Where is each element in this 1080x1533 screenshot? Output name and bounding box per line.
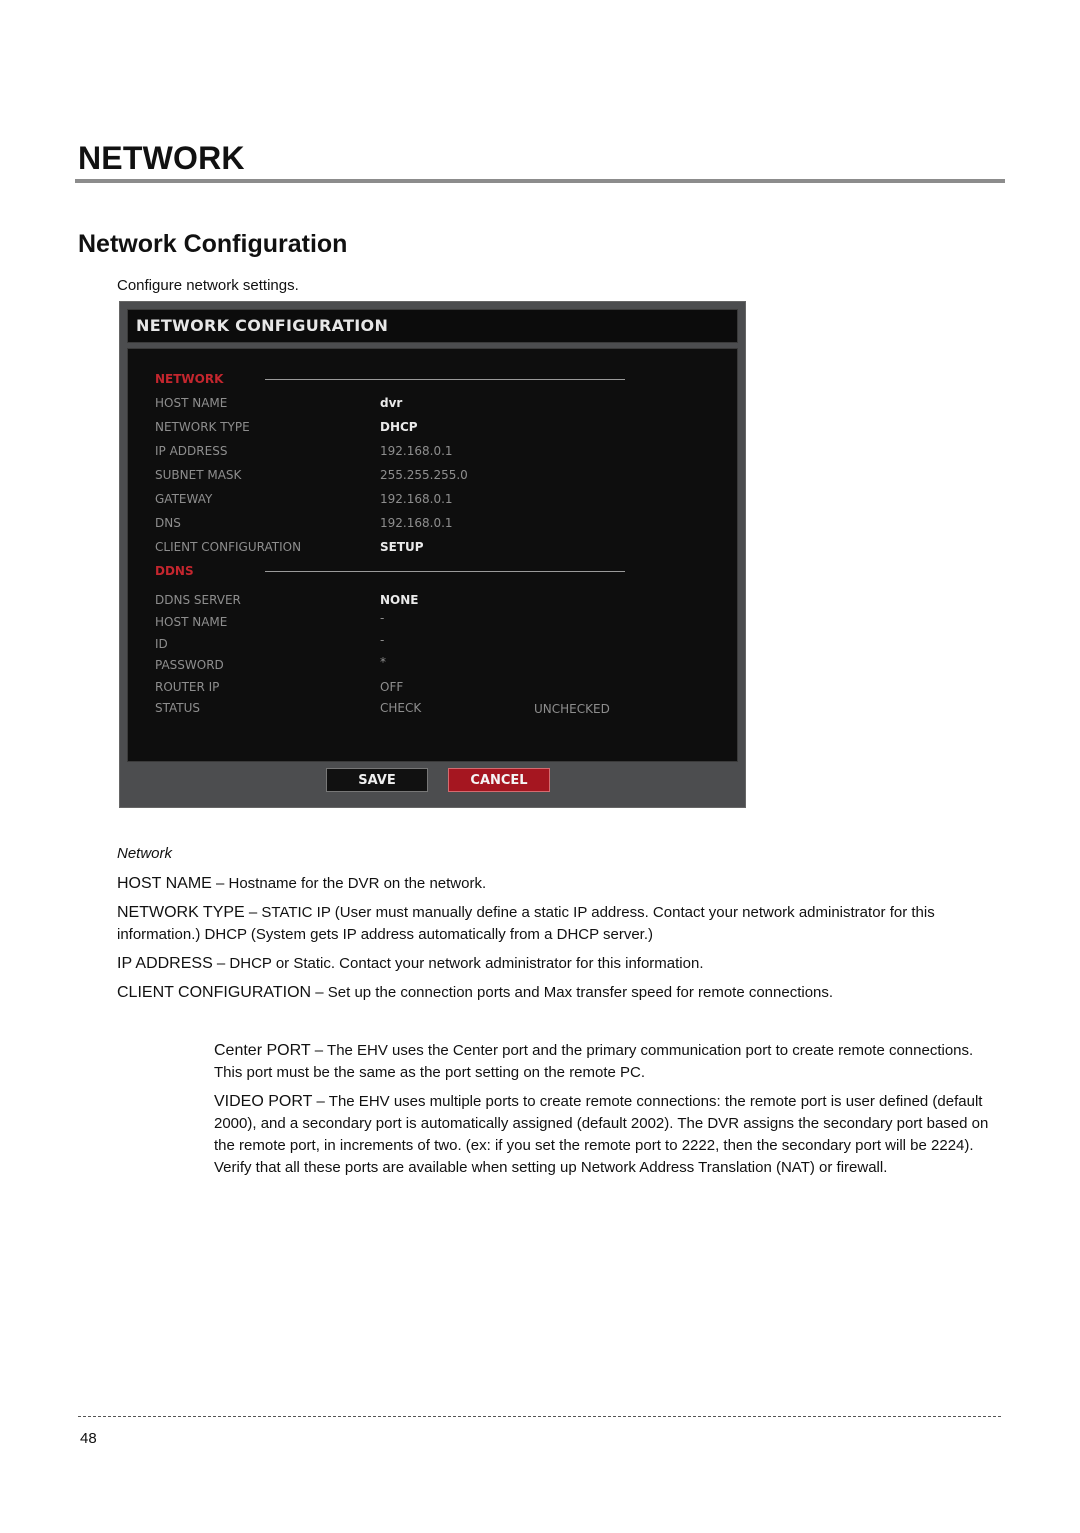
subnet-mask-value[interactable]: 255.255.255.0 [380, 468, 468, 482]
status-value: UNCHECKED [534, 702, 610, 716]
title-rule [75, 179, 1005, 183]
host-name-label: HOST NAME [155, 396, 228, 410]
video-port-description [214, 1091, 1004, 1179]
router-ip-label: ROUTER IP [155, 680, 220, 694]
network-type-value[interactable]: DHCP [380, 420, 418, 434]
video-port-term: VIDEO PORT [214, 1093, 313, 1110]
ip-address-description [117, 953, 1007, 975]
status-check-button[interactable]: CHECK [380, 701, 422, 715]
ddns-section-divider [265, 571, 625, 572]
cancel-button[interactable]: CANCEL [448, 768, 550, 792]
save-button[interactable]: SAVE [326, 768, 428, 792]
ip-address-value[interactable]: 192.168.0.1 [380, 444, 453, 458]
page-title: NETWORK [78, 140, 245, 176]
section-title: Network Configuration [78, 230, 348, 258]
ip-address-term: IP ADDRESS [117, 955, 213, 972]
ddns-host-name-value[interactable]: - [380, 611, 385, 625]
ddns-password-label: PASSWORD [155, 658, 224, 672]
client-configuration-description [117, 982, 1007, 1004]
ddns-server-value[interactable]: NONE [380, 593, 419, 607]
ddns-host-name-label: HOST NAME [155, 615, 228, 629]
page-number: 48 [80, 1430, 97, 1447]
ddns-id-value[interactable]: - [380, 633, 385, 647]
dns-value[interactable]: 192.168.0.1 [380, 516, 453, 530]
host-name-description [117, 873, 1007, 895]
client-configuration-label: CLIENT CONFIGURATION [155, 540, 302, 554]
host-name-value[interactable]: dvr [380, 396, 403, 410]
ddns-section-label: DDNS [155, 564, 194, 578]
host-name-text: – Hostname for the DVR on the network. [211, 875, 487, 892]
network-type-label: NETWORK TYPE [155, 420, 250, 434]
dvr-network-configuration-screen [119, 301, 746, 808]
center-port-term: Center PORT [214, 1042, 311, 1059]
ddns-password-value[interactable]: * [380, 655, 386, 669]
status-label: STATUS [155, 701, 201, 715]
network-type-description [117, 902, 1007, 946]
network-type-text: – STATIC IP (User must manually define a static IP address. Contact your network administrator for this information.) DHCP (System gets IP address automatically from a DHCP server.) [117, 904, 935, 943]
client-configuration-text: – Set up the connection ports and Max transfer speed for remote connections. [311, 984, 834, 1001]
router-ip-value[interactable]: OFF [380, 680, 404, 694]
dvr-header-title: NETWORK CONFIGURATION [136, 316, 389, 335]
gateway-value[interactable]: 192.168.0.1 [380, 492, 453, 506]
video-port-text: – The EHV uses multiple ports to create remote connections: the remote port is user defined (default 2000), and a secondary port is automatically assigned (default 2002). The DVR assigns the secondary port based on the remote port, in increments of two. (ex: if you set the remote port to 2222, then the secondary port will be 2224). Verify that all these ports are available when setting up Network Address Translation (NAT) or firewall. [214, 1093, 989, 1176]
network-type-term: NETWORK TYPE [117, 904, 245, 921]
ddns-id-label: ID [155, 637, 168, 651]
network-section-divider [265, 379, 625, 380]
host-name-term: HOST NAME [117, 875, 212, 892]
intro-text: Configure network settings. [117, 277, 299, 294]
gateway-label: GATEWAY [155, 492, 213, 506]
client-configuration-setup-button[interactable]: SETUP [380, 540, 424, 554]
network-section-label: NETWORK [155, 372, 224, 386]
ddns-server-label: DDNS SERVER [155, 593, 241, 607]
dvr-settings-panel [127, 348, 738, 762]
subnet-mask-label: SUBNET MASK [155, 468, 242, 482]
client-configuration-term: CLIENT CONFIGURATION [117, 984, 312, 1001]
footer-rule [78, 1416, 1001, 1417]
network-caption: Network [117, 845, 173, 862]
center-port-text: – The EHV uses the Center port and the primary communication port to create remote connections. This port must be the same as the port setting on the remote PC. [214, 1042, 974, 1081]
dvr-header [127, 309, 738, 343]
center-port-description [214, 1040, 1004, 1084]
ip-address-label: IP ADDRESS [155, 444, 228, 458]
ip-address-text: – DHCP or Static. Contact your network administrator for this information. [212, 955, 704, 972]
dns-label: DNS [155, 516, 181, 530]
